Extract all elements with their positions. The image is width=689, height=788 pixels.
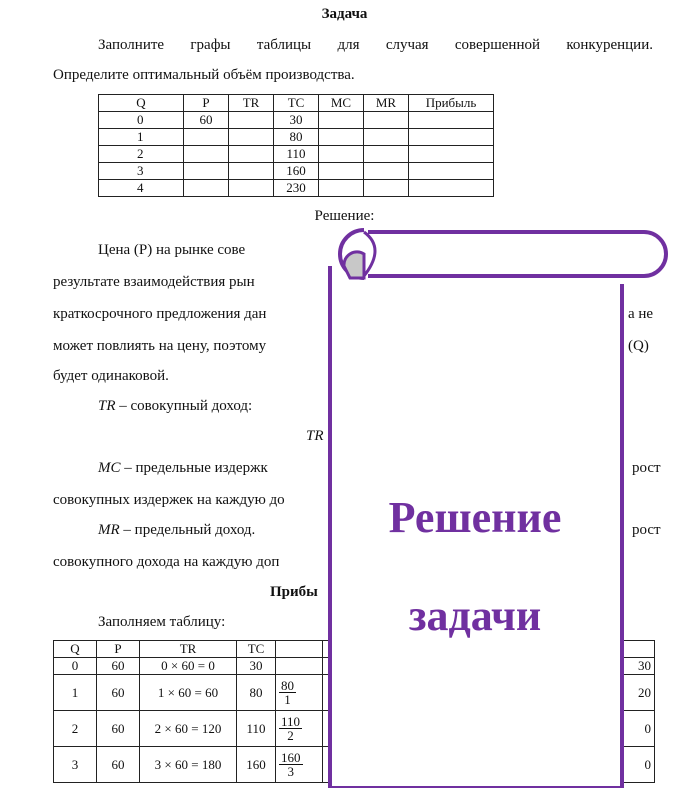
- th-mc: MC: [319, 95, 364, 112]
- solution-cell-right: 0: [323, 747, 655, 783]
- mc-line-2: совокупных издержек на каждую до: [53, 492, 285, 508]
- mc-right: рост: [632, 460, 661, 476]
- solution-label: Решение:: [314, 208, 375, 224]
- mc-fraction: [279, 715, 302, 742]
- solution-cell-tc: 30: [237, 658, 276, 675]
- para1-line-1: Цена (P) на рынке сове: [98, 242, 246, 258]
- task-table-cell: [184, 129, 229, 146]
- th2-tr: TR: [140, 641, 237, 658]
- solution-cell-tc: 160: [237, 747, 276, 783]
- task-table-cell: [229, 112, 274, 129]
- task-line-2: Определите оптимальный объём производства.: [53, 67, 355, 83]
- tr-formula: TR: [306, 428, 324, 444]
- th-mr: MR: [364, 95, 409, 112]
- solution-cell-tr: 1 × 60 = 60: [140, 675, 237, 711]
- task-table-cell: [184, 163, 229, 180]
- task-table-cell: [319, 112, 364, 129]
- task-table-cell: [409, 146, 494, 163]
- task-table-cell: 160: [274, 163, 319, 180]
- task-table-cell: [319, 180, 364, 197]
- task-line-1: Заполните графы таблицы для случая совершенной конкуренции.: [98, 37, 653, 53]
- task-table-cell: [364, 129, 409, 146]
- fraction-numerator: 110: [281, 714, 301, 729]
- para1-line-4-right: (Q): [628, 338, 649, 354]
- mr-line-2: совокупного дохода на каждую доп: [53, 554, 280, 570]
- th2-p: P: [97, 641, 140, 658]
- overlay-title-line-2: задачи: [408, 591, 542, 640]
- profit-label: Прибы: [270, 584, 318, 600]
- task-table-cell: 3: [99, 163, 184, 180]
- task-table-cell: 110: [274, 146, 319, 163]
- th2-mc: [276, 641, 323, 658]
- task-table-cell: [319, 129, 364, 146]
- solution-cell-p: 60: [97, 711, 140, 747]
- task-table-cell: [364, 180, 409, 197]
- mc-fraction: [279, 679, 296, 706]
- solution-cell-q: 1: [54, 675, 97, 711]
- para1-line-2: результате взаимодействия рын: [53, 274, 255, 290]
- th2-tc: TC: [237, 641, 276, 658]
- para1-line-3: краткосрочного предложения дан: [53, 306, 267, 322]
- task-table-cell: [319, 163, 364, 180]
- task-table-cell: [229, 180, 274, 197]
- fill-table-label: Заполняем таблицу:: [98, 614, 226, 630]
- solution-cell-p: 60: [97, 747, 140, 783]
- scroll-curl-shade: [344, 252, 364, 278]
- task-table-cell: [364, 112, 409, 129]
- fraction-denominator: 2: [287, 728, 294, 743]
- task-table-row: [99, 146, 494, 163]
- task-table-cell: 60: [184, 112, 229, 129]
- task-table-cell: 4: [99, 180, 184, 197]
- task-table-cell: 30: [274, 112, 319, 129]
- task-table-cell: [409, 112, 494, 129]
- task-table-cell: [229, 129, 274, 146]
- task-table-cell: [184, 146, 229, 163]
- solution-cell-tr: 2 × 60 = 120: [140, 711, 237, 747]
- solution-cell-tc: 80: [237, 675, 276, 711]
- task-table-cell: 1: [99, 129, 184, 146]
- mr-symbol: MR: [98, 522, 120, 538]
- mc-text: – предельные издержк: [120, 460, 268, 476]
- solution-cell-right: 20: [323, 675, 655, 711]
- task-table-cell: [364, 163, 409, 180]
- doc-title: Задача: [321, 6, 368, 22]
- tr-definition: [98, 396, 252, 416]
- tr-text: – совокупный доход:: [115, 398, 253, 414]
- mr-definition: [98, 520, 255, 540]
- task-table-header: [99, 95, 494, 112]
- task-table-cell: [409, 129, 494, 146]
- th-tc: TC: [274, 95, 319, 112]
- task-table-cell: [229, 163, 274, 180]
- task-table-cell: [409, 163, 494, 180]
- solution-cell-right: 30: [323, 658, 655, 675]
- para1-line-3-right: а не: [628, 306, 654, 322]
- para1-line-4: может повлиять на цену, поэтому: [53, 338, 267, 354]
- scroll-top-roll: [368, 232, 666, 276]
- th-p: P: [184, 95, 229, 112]
- solution-cell-q: 0: [54, 658, 97, 675]
- fraction-denominator: 1: [284, 692, 291, 707]
- solution-cell-right: 0: [323, 711, 655, 747]
- para1-line-5: будет одинаковой.: [53, 368, 169, 384]
- solution-cell-tr: 0 × 60 = 0: [140, 658, 237, 675]
- task-table-row: [99, 163, 494, 180]
- mr-right: рост: [632, 522, 661, 538]
- task-table: [98, 94, 494, 197]
- task-table-cell: [319, 146, 364, 163]
- task-table-row: [99, 129, 494, 146]
- mc-fraction: [279, 751, 303, 778]
- tr-symbol: TR: [98, 398, 116, 414]
- task-table-cell: [184, 180, 229, 197]
- task-table-cell: 230: [274, 180, 319, 197]
- solution-cell-q: 2: [54, 711, 97, 747]
- solution-cell-mc: [276, 711, 323, 747]
- solution-cell-p: 60: [97, 658, 140, 675]
- task-table-cell: 2: [99, 146, 184, 163]
- task-table-cell: [229, 146, 274, 163]
- fraction-numerator: 160: [281, 750, 301, 765]
- solution-cell-p: 60: [97, 675, 140, 711]
- th2-q: Q: [54, 641, 97, 658]
- overlay-title-line-1: Решение: [388, 493, 562, 542]
- task-table-row: [99, 180, 494, 197]
- mc-symbol: MC: [98, 460, 121, 476]
- solution-cell-mc: [276, 747, 323, 783]
- solution-cell-q: 3: [54, 747, 97, 783]
- solution-cell-mc: [276, 675, 323, 711]
- fraction-numerator: 80: [281, 678, 294, 693]
- mc-definition: [98, 458, 268, 478]
- task-table-cell: 0: [99, 112, 184, 129]
- solution-cell-mc: [276, 658, 323, 675]
- task-table-cell: 80: [274, 129, 319, 146]
- th-q: Q: [99, 95, 184, 112]
- fraction-denominator: 3: [287, 764, 294, 779]
- task-table-row: [99, 112, 494, 129]
- solution-cell-tr: 3 × 60 = 180: [140, 747, 237, 783]
- task-table-cell: [364, 146, 409, 163]
- task-table-cell: [409, 180, 494, 197]
- th-profit: Прибыль: [409, 95, 494, 112]
- th-tr: TR: [229, 95, 274, 112]
- mr-text: – предельный доход.: [119, 522, 256, 538]
- solution-cell-tc: 110: [237, 711, 276, 747]
